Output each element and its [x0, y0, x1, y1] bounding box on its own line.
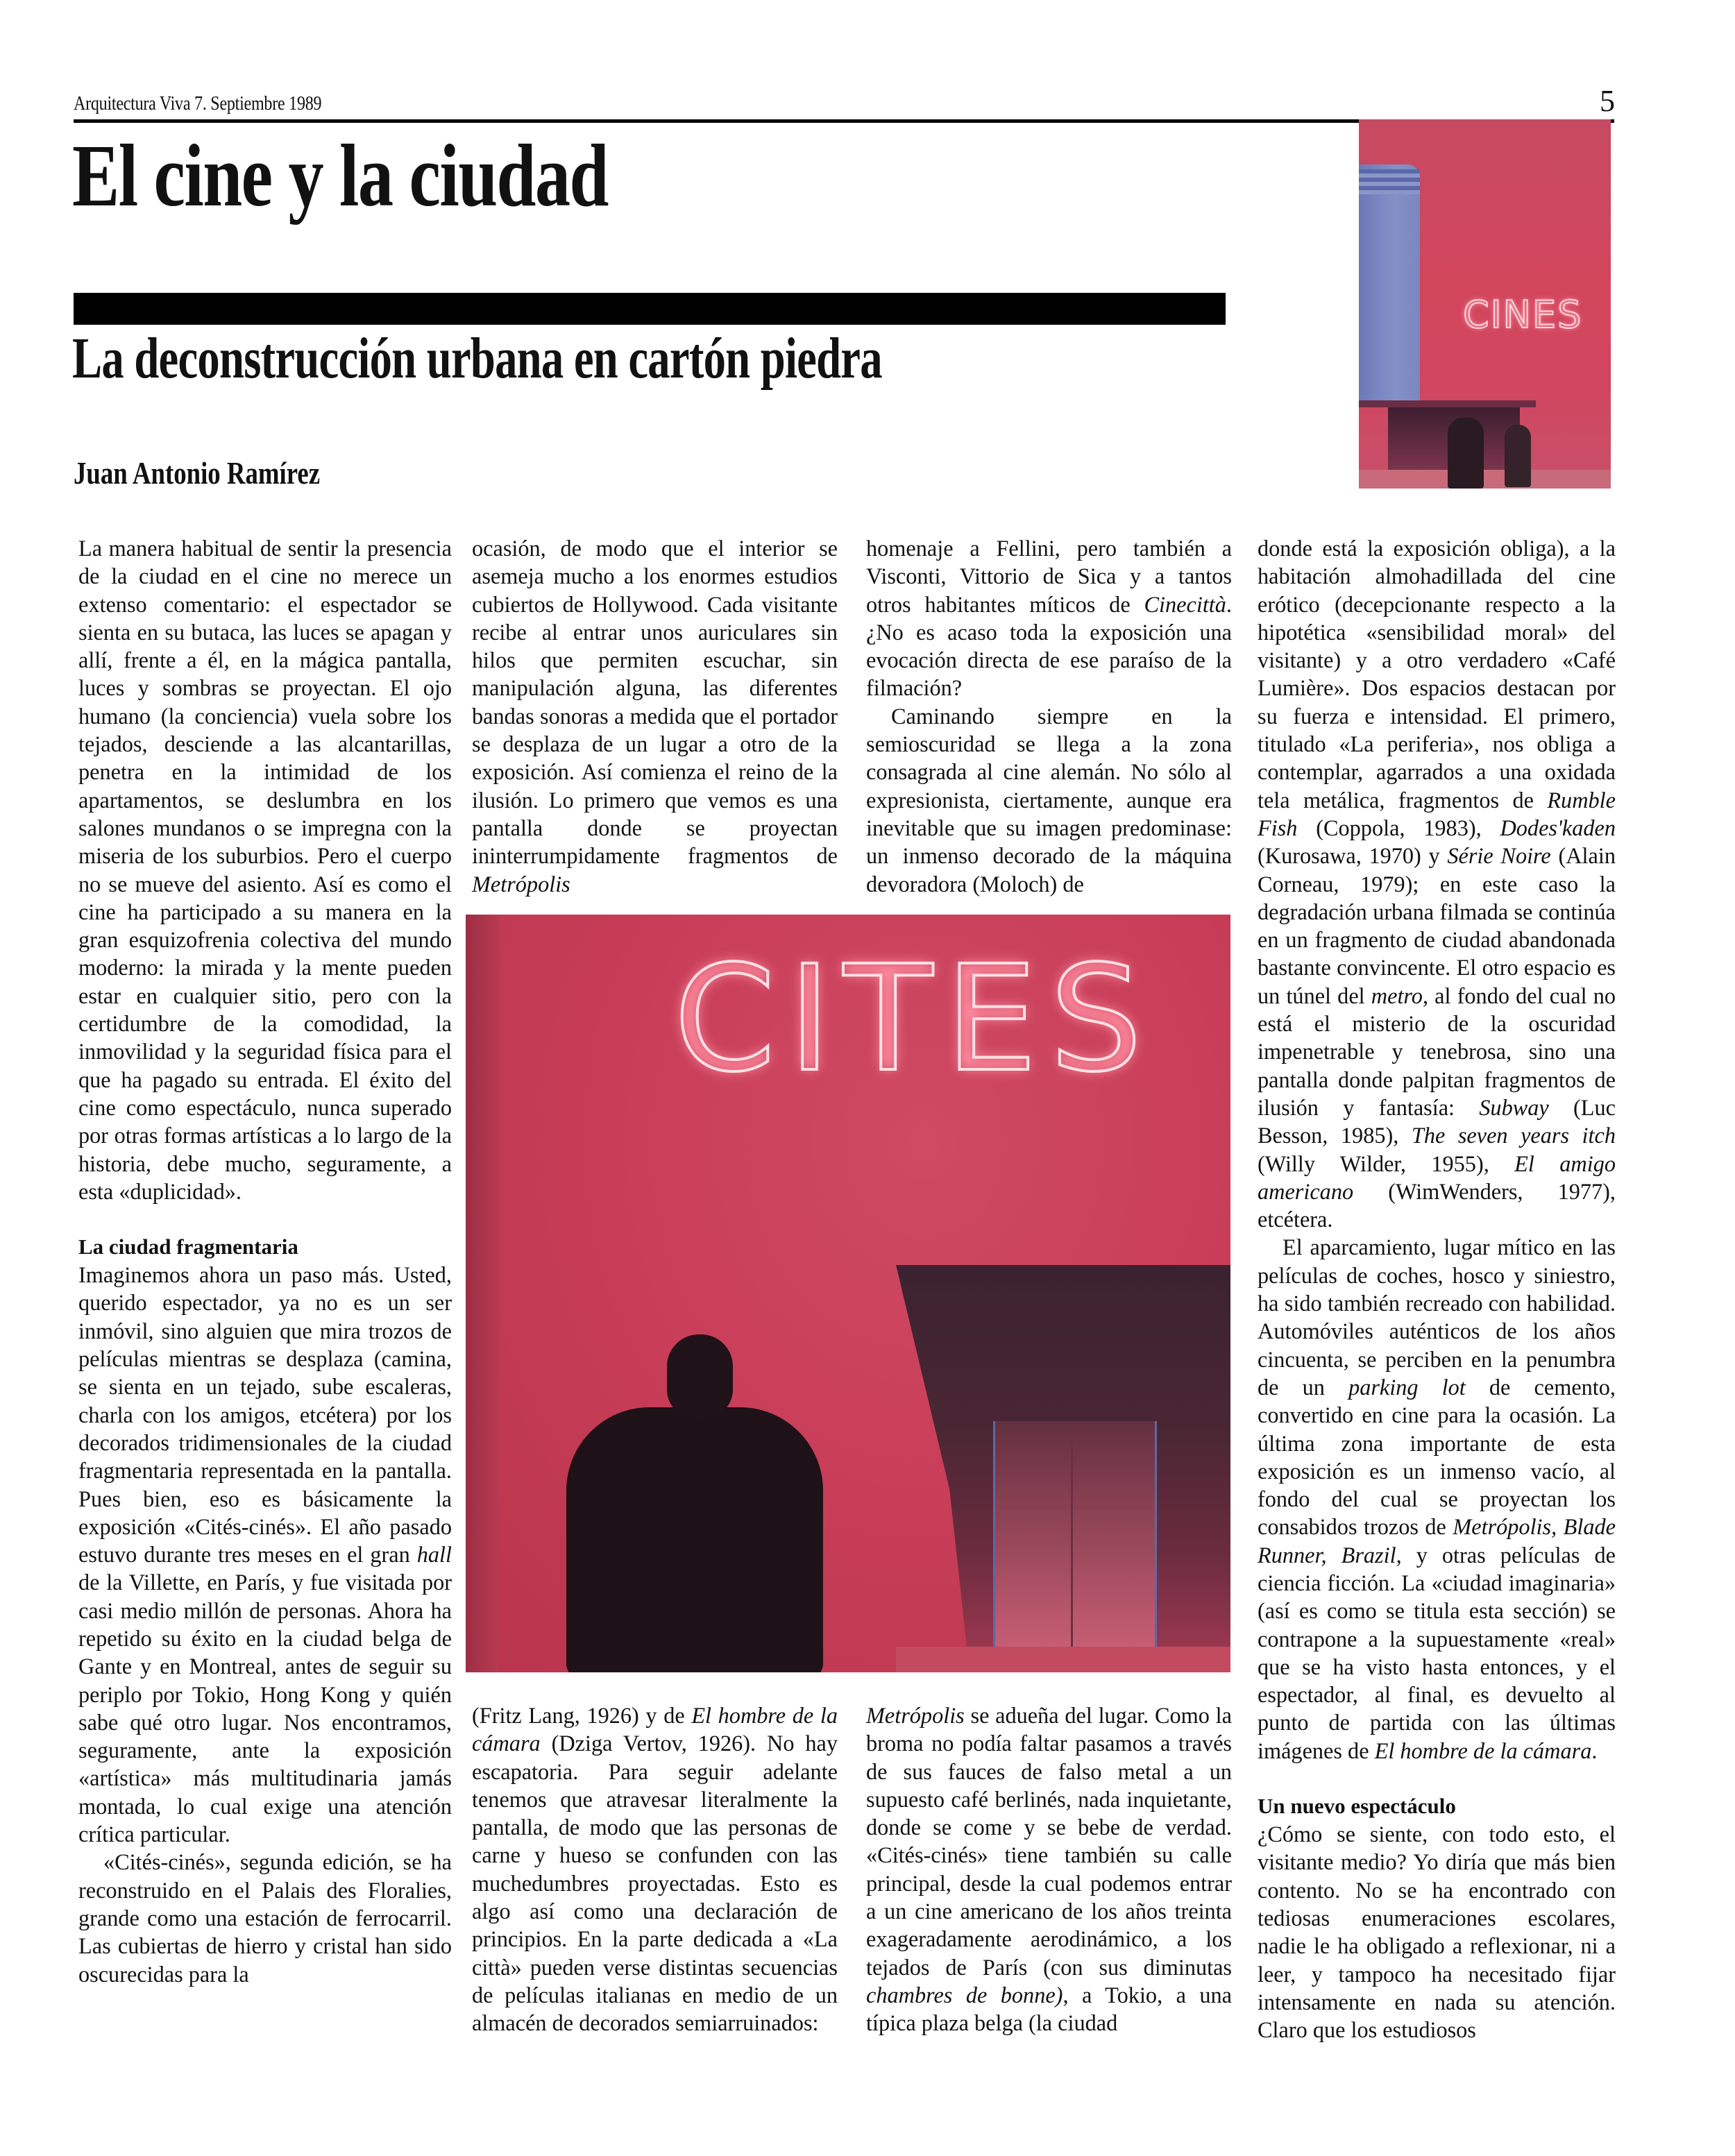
paragraph: [472, 1701, 838, 2037]
photo-visitor: [1448, 418, 1484, 489]
paragraph: «Cités-cinés», segunda edición, se ha reconstruido en el Palais des Floralies, grande como una estación de ferrocarril. Las cubiertas de hierro y cristal han sido oscurecidas para la: [78, 1849, 452, 1987]
photo-door-split: [1071, 1428, 1073, 1650]
italic-title: El amigo americano: [1258, 1151, 1616, 1204]
neon-sign-cites: CITES: [674, 934, 1155, 1104]
photo-glass-doors: [993, 1421, 1157, 1650]
paragraph: [472, 534, 838, 898]
spacer: [78, 1205, 452, 1233]
cines-photo: [1359, 119, 1611, 489]
column-2-top: [472, 534, 838, 898]
text-run: . ¿No es acaso toda la exposición una evocación directa de ese paraíso de la filmación?: [866, 591, 1232, 701]
text-run: (Alain Corneau, 1979); en este caso la degradación urbana filmada se continúa en un fragmento de ciudad abandonada bastante convincente. El otro espacio es un túnel del: [1258, 843, 1616, 1008]
photo-canopy: [1359, 400, 1536, 407]
italic-title: Dodes'kaden: [1500, 815, 1616, 840]
italic-title: Metrópolis: [472, 871, 570, 897]
column-4: [1258, 534, 1616, 2044]
section-heading: La ciudad fragmentaria: [78, 1234, 298, 1259]
spacer: [1258, 1765, 1616, 1792]
text-run: y otras películas de ciencia ficción. La «ciudad imaginaria» (así es como se titula esta sección) se contrapone a la supuestamente «real» que se ha visto hasta entonces, y el espectador, al final, es devuelto al punto de partida con las últimas imágenes de: [1258, 1542, 1616, 1763]
photo-wall-edge: [466, 915, 499, 1672]
page-number: 5: [1600, 84, 1615, 118]
photo-visitor: [1505, 425, 1531, 487]
italic-title: The seven years itch: [1411, 1123, 1616, 1148]
paragraph: ¿Cómo se siente, con todo esto, el visitante medio? Yo diría que más bien contento. No se ha encontrado con tediosas enumeraciones escolares, nadie le ha obligado a reflexionar, ni a leer, y tampoco ha necesitado fijar intensamente en nada su atención. Claro que los estudiosos: [1258, 1822, 1616, 2043]
italic-title: El hombre de la cámara: [1374, 1738, 1592, 1763]
text-run: El aparcamiento, lugar mítico en las películas de coches, hosco y siniestro, ha sido también recreado con habilidad. Automóviles auténticos de los años cincuenta, se perciben en la penumbra de un: [1258, 1234, 1616, 1400]
paragraph: [866, 1701, 1232, 2037]
italic-title: Metrópolis: [866, 1703, 965, 1728]
column-3-top: [866, 534, 1232, 898]
text-run: de cemento, convertido en cine para la ocasión. La última zona importante de esta exposición es un inmenso vacío, al fondo del cual se proyectan los consabidos trozos de: [1258, 1374, 1616, 1540]
italic-term: metro: [1371, 983, 1423, 1008]
column-2-bottom: [472, 1701, 838, 2037]
paragraph: Caminando siempre en la semioscuridad se llega a la zona consagrada al cine alemán. No sólo al expresionista, ciertamente, aunque era inevitable que su imagen predominase: un inmenso decorado de la máquina devoradora (Moloch) de: [866, 703, 1232, 897]
photo-tower: [1359, 164, 1420, 400]
column-3-bottom: [866, 1701, 1232, 2037]
italic-title: Série Noire: [1447, 843, 1551, 869]
column-1: [78, 534, 452, 1988]
paragraph: [1258, 1233, 1616, 1765]
text-run: (Luc Besson, 1985),: [1258, 1094, 1616, 1148]
paragraph: [78, 1261, 452, 1848]
cites-photo: [466, 915, 1230, 1672]
italic-term: parking lot: [1348, 1374, 1466, 1400]
text-run: (Coppola, 1983),: [1297, 815, 1500, 840]
author-byline: Juan Antonio Ramírez: [74, 455, 321, 491]
text-run: .: [1591, 1738, 1598, 1763]
photo-tower-rings: [1359, 169, 1420, 194]
text-run: (Dziga Vertov, 1926). No hay escapatoria. Para seguir adelante tenemos que atravesar literalmente la pantalla, de modo que las personas de carne y hueso se confunden con las muchedumbres proyectadas. Esto es algo así como una declaración de principios. En la parte dedicada a «La città» pueden verse distintas secuencias de películas italianas en medio de un almacén de decorados semiarruinados:: [472, 1731, 838, 2036]
photo-ledge: [896, 1647, 1230, 1672]
photo-floor: [1359, 470, 1611, 489]
running-head: Arquitectura Viva 7. Septiembre 1989: [74, 93, 322, 114]
section-heading: Un nuevo espectáculo: [1258, 1794, 1456, 1819]
article-title: El cine y la ciudad: [72, 126, 608, 225]
italic-title: Cinecittà: [1144, 591, 1226, 617]
silhouette-body: [566, 1407, 823, 1672]
title-bar: [74, 293, 1226, 325]
paragraph: [1258, 534, 1616, 1233]
neon-sign-cines: CINES: [1463, 293, 1583, 337]
italic-term: hall: [416, 1542, 452, 1568]
paragraph: La manera habitual de sentir la presencia de la ciudad en el cine no merece un extenso comentario: el espectador se sienta en su butaca, las luces se apagan y allí, frente a él, en la mágica pantalla, luces y sombras se proyectan. El ojo humano (la conciencia) vuela sobre los tejados, desciende a las alcantarillas, penetra en la intimidad de los apartamentos, se deslumbra en los salones mundanos o se impregna con la miseria de los suburbios. Pero el cuerpo no se mueve del asiento. Así es como el cine ha participado a su manera en la gran esquizofrenia colectiva del mundo moderno: la mirada y la mente pueden estar en cualquier sitio, pero con la certidumbre de la comodidad, la inmovilidad y la seguridad física para el que ha pagado su entrada. El éxito del cine como espectáculo, nunca superado por otras formas artísticas a lo largo de la historia, debe mucho, seguramente, a esta «duplicidad».: [78, 536, 452, 1204]
text-run: se adueña del lugar. Como la broma no podía faltar pasamos a través de sus fauces de falso metal a un supuesto café berlinés, nada inquietante, donde se come y se bebe de verdad. «Cités-cinés» tiene también su calle principal, desde la cual podemos entrar a un cine americano de los años treinta exageradamente aerodinámico, a los tejados de París (con sus diminutas: [866, 1703, 1232, 1980]
text-run: Imaginemos ahora un paso más. Usted, querido espectador, ya no es un ser inmóvil, sino alguien que mira trozos de películas mientras se desplaza (camina, se sienta en un tejado, sube escaleras, charla con los amigos, etcétera) por los decorados tridimensionales de la ciudad fragmentaria representada en la pantalla. Pues bien, eso es básicamente la exposición «Cités-cinés». El año pasado estuvo durante tres meses en el gran: [78, 1262, 452, 1568]
article-subtitle: La deconstrucción urbana en cartón piedra: [72, 326, 882, 391]
text-run: (Willy Wilder, 1955),: [1258, 1151, 1515, 1176]
paragraph: [866, 534, 1232, 702]
italic-title: Metrópolis, Blade Runner, Brazil,: [1258, 1514, 1616, 1568]
italic-title: Rumble Fish: [1258, 787, 1616, 840]
italic-title: Subway: [1479, 1094, 1549, 1120]
text-run: , a Tokio, a una típica plaza belga (la ciudad: [866, 1982, 1232, 2036]
text-run: (WimWenders, 1977), etcétera.: [1258, 1178, 1616, 1232]
text-run: (Fritz Lang, 1926) y de: [472, 1703, 692, 1728]
text-run: donde está la exposición obliga), a la habitación almohadillada del cine erótico (decepcionante respecto a la hipotética «sensibilidad moral» del visitante) y a otro verdadero «Café Lumière». Dos espacios destacan por su fuerza e intensidad. El primero, titulado «La periferia», nos obliga a contemplar, agarrados a una oxidada tela metálica, fragmentos de: [1258, 536, 1616, 813]
italic-title: El hombre de la cámara: [472, 1703, 838, 1756]
text-run: homenaje a Fellini, pero también a Visconti, Vittorio de Sica y a tantos otros habitantes míticos de: [866, 536, 1232, 617]
italic-term: chambres de bonne): [866, 1982, 1063, 2008]
text-run: ocasión, de modo que el interior se asemeja mucho a los enormes estudios cubiertos de Hollywood. Cada visitante recibe al entrar unos auriculares sin hilos que permiten escuchar, sin manipulación alguna, las diferentes bandas sonoras a medida que el portador se desplaza de un lugar a otro de la exposición. Así comienza el reino de la ilusión. Lo primero que vemos es una pantalla donde se proyectan ininterrumpidamente fragmentos de: [472, 536, 838, 869]
silhouette-head: [667, 1334, 733, 1418]
text-run: de la Villette, en París, y fue visitada por casi medio millón de personas. Ahora ha repetido su éxito en la ciudad belga de Gante y en Montreal, antes de seguir su periplo por Tokio, Hong Kong y quién sabe qué otro lugar. Nos encontramos, seguramente, ante la exposición «artística» más multitudinaria jamás montada, lo cual exige una atención crítica particular.: [78, 1570, 452, 1847]
text-run: , al fondo del cual no está el misterio de la oscuridad impenetrable y tenebrosa, sino una pantalla donde palpitan fragmentos de ilusión y fantasía:: [1258, 983, 1616, 1120]
text-run: (Kurosawa, 1970) y: [1258, 843, 1448, 869]
